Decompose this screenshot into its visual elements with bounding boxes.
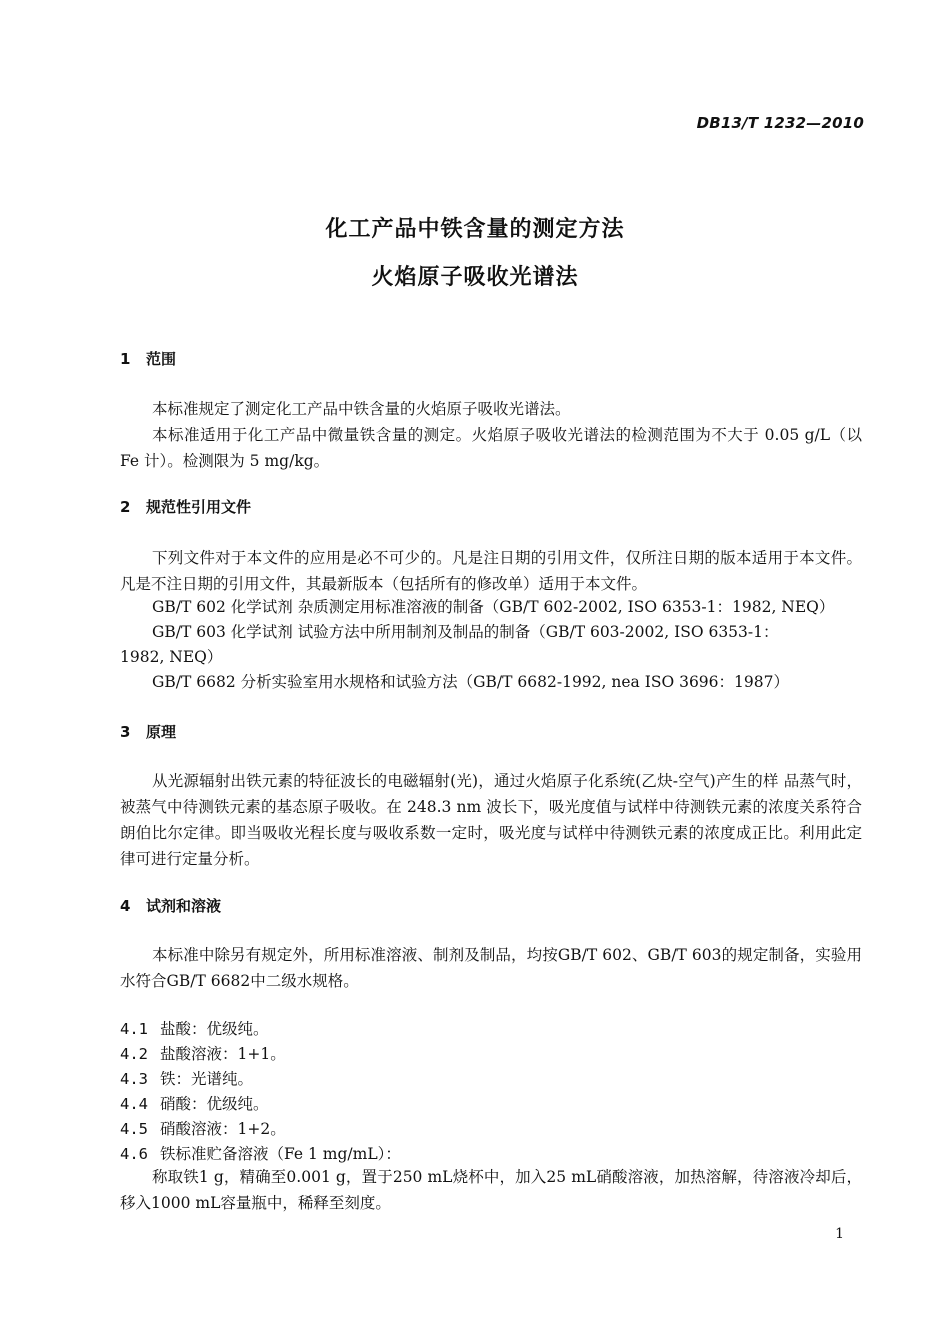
paragraph: 从光源辐射出铁元素的特征波长的电磁辐射(光)，通过火焰原子化系统(乙炔-空气)产生的样 品蒸气时，被蒸气中待测铁元素的基态原子吸收。在 248.3 nm 波长下，吸光度值与试样中待测铁元素的浓度关系符合朗伯比尔定律。即当吸收光程长度与吸收系数一定时，吸光度与试样中待测铁元素的浓度成正比。利用此定律可进行定量分析。	[120, 772, 862, 868]
item-number: 4.2	[120, 1045, 148, 1063]
section-number: 4	[120, 897, 131, 915]
item-number: 4.5	[120, 1120, 148, 1138]
section-number: 2	[120, 498, 131, 516]
item-number: 4.3	[120, 1070, 148, 1088]
item-text: 盐酸：优级纯。	[160, 1020, 269, 1038]
paragraph: 本标准中除另有规定外，所用标准溶液、制剂及制品，均按GB/T 602、GB/T 603的规定制备，实验用水符合GB/T 6682中二级水规格。	[120, 946, 862, 990]
section-4-heading	[120, 895, 221, 916]
item-number: 4.6	[120, 1145, 148, 1163]
page-number: 1	[835, 1226, 844, 1242]
section-number: 1	[120, 350, 131, 368]
reference-item: GB/T 603 化学试剂 试验方法中所用制剂及制品的制备（GB/T 603-2002, ISO 6353-1：	[152, 623, 779, 641]
standard-code: DB13/T 1232—2010	[696, 114, 864, 132]
section-number: 3	[120, 723, 131, 741]
list-item	[120, 1067, 253, 1091]
item-text: 铁标准贮备溶液（Fe 1 mg/mL）：	[160, 1145, 401, 1163]
paragraph: 称取铁1 g，精确至0.001 g，置于250 mL烧杯中，加入25 mL硝酸溶液，加热溶解，待溶液冷却后，移入1000 mL容量瓶中，稀释至刻度。	[120, 1168, 862, 1212]
section-title: 试剂和溶液	[146, 897, 222, 915]
section-title: 原理	[146, 723, 177, 741]
section-title: 规范性引用文件	[146, 498, 252, 516]
item-number: 4.1	[120, 1020, 148, 1038]
list-item	[120, 1117, 286, 1141]
document-subtitle: 火焰原子吸收光谱法	[371, 265, 579, 290]
paragraph: 本标准规定了测定化工产品中铁含量的火焰原子吸收光谱法。	[152, 400, 571, 418]
section-title: 范围	[146, 350, 177, 368]
item-number: 4.4	[120, 1095, 148, 1113]
list-item	[120, 1042, 286, 1066]
list-item	[120, 1017, 269, 1041]
reference-item: GB/T 6682 分析实验室用水规格和试验方法（GB/T 6682-1992, nea ISO 3696：1987）	[152, 673, 789, 691]
reference-item-continued: 1982, NEQ）	[120, 648, 223, 666]
item-text: 硝酸：优级纯。	[160, 1095, 269, 1113]
paragraph: 下列文件对于本文件的应用是必不可少的。凡是注日期的引用文件，仅所注日期的版本适用于本文件。凡是不注日期的引用文件，其最新版本（包括所有的修改单）适用于本文件。	[120, 549, 862, 593]
section-2-heading	[120, 496, 251, 517]
section-1-heading	[120, 348, 176, 369]
paragraph: 本标准适用于化工产品中微量铁含量的测定。火焰原子吸收光谱法的检测范围为不大于 0.05 g/L（以 Fe 计）。检测限为 5 mg/kg。	[120, 426, 862, 470]
item-text: 铁：光谱纯。	[160, 1070, 254, 1088]
document-title: 化工产品中铁含量的测定方法	[325, 217, 625, 242]
section-3-heading	[120, 721, 176, 742]
list-item	[120, 1142, 401, 1166]
item-text: 硝酸溶液：1+2。	[160, 1120, 286, 1138]
list-item	[120, 1092, 269, 1116]
reference-item: GB/T 602 化学试剂 杂质测定用标准溶液的制备（GB/T 602-2002, ISO 6353-1：1982, NEQ）	[152, 598, 835, 616]
item-text: 盐酸溶液：1+1。	[160, 1045, 286, 1063]
